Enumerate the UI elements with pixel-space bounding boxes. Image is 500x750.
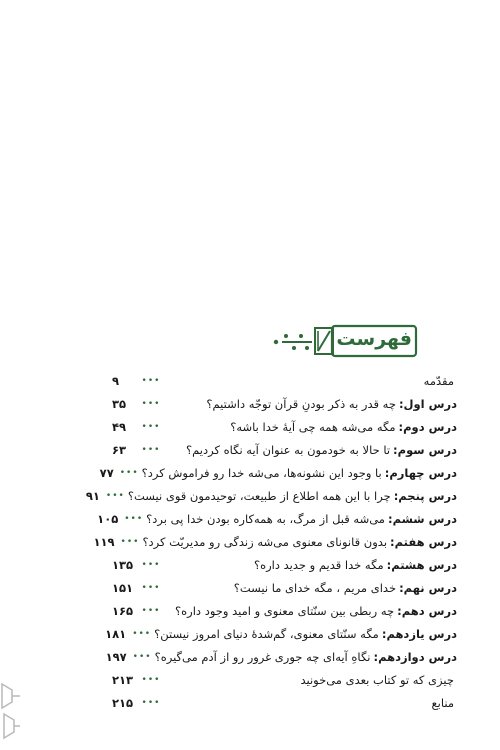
- toc-entry-title: چه ربطی بین سنّتای معنوی و امید وجود داره؟: [175, 603, 395, 618]
- toc-dot-separator: •••: [132, 651, 152, 662]
- toc-dot-separator: •••: [120, 536, 140, 547]
- toc-page-number: ۱۶۵: [112, 603, 134, 618]
- toc-dot-separator: •••: [124, 513, 144, 524]
- toc-entry-title: چه قدر به ذکر بودنِ قرآن توجّه داشتیم؟: [206, 396, 396, 411]
- toc-entry-title: نگاهِ آیه‌ای چه جوری غرور رو از آدم می‌گیره؟: [154, 649, 371, 664]
- toc-page-number: ۱۰۵: [97, 511, 119, 526]
- toc-page-number: ۱۹۷: [105, 649, 127, 664]
- toc-row[interactable]: [112, 668, 457, 691]
- toc-page-number: ۹: [112, 373, 120, 388]
- toc-entry-title: می‌شه قبل از مرگ، به همه‌کاره بودن خدا پی برد؟: [146, 511, 385, 526]
- toc-row[interactable]: [112, 599, 457, 622]
- toc-dot-separator: •••: [141, 697, 161, 708]
- toc-row[interactable]: [112, 392, 457, 415]
- toc-page-number: ۶۳: [112, 442, 127, 457]
- toc-header: [270, 322, 420, 362]
- toc-row[interactable]: [112, 691, 457, 714]
- toc-row[interactable]: [105, 622, 457, 645]
- toc-lesson-label: درس سوم:: [393, 442, 457, 457]
- toc-entry-title: بدون قانونای معنوی می‌شه زندگی رو مدیریّت کرد؟: [142, 534, 388, 549]
- toc-row[interactable]: [105, 645, 457, 668]
- toc-dot-separator: •••: [119, 467, 139, 478]
- toc-page-number: ۹۱: [85, 488, 100, 503]
- toc-entry-title: مگه خدا قدیم و جدید داره؟: [253, 557, 384, 572]
- toc-lesson-label: درس نهم:: [399, 580, 457, 595]
- toc-row[interactable]: [112, 576, 457, 599]
- toc-row[interactable]: [85, 484, 457, 507]
- toc-page-number: ۳۵: [112, 396, 127, 411]
- toc-entry-text: [165, 397, 457, 411]
- toc-dot-separator: •••: [141, 582, 161, 593]
- toc-dot-separator: •••: [141, 398, 161, 409]
- toc-dot-separator: •••: [141, 375, 161, 386]
- toc-dot-separator: •••: [141, 674, 161, 685]
- toc-row[interactable]: [112, 369, 457, 392]
- toc-entry-text: [165, 581, 457, 595]
- toc-entry-title: چیزی که تو کتاب بعدی می‌خونید: [300, 672, 454, 687]
- toc-entry-title: خدای مریم ، مگه خدای ما نیست؟: [233, 580, 397, 595]
- toc-dot-separator: •••: [141, 444, 161, 455]
- toc-entry-text: [142, 535, 457, 549]
- toc-row[interactable]: [99, 461, 457, 484]
- toc-entry-text: [165, 696, 457, 710]
- toc-page-number: ۷۷: [99, 465, 114, 480]
- toc-lesson-label: درس یازدهم:: [381, 626, 457, 641]
- toc-title: فهرست: [336, 328, 412, 350]
- toc-lesson-label: درس هشتم:: [386, 557, 457, 572]
- toc-entry-text: [165, 443, 457, 457]
- toc-page-number: ۱۵۱: [112, 580, 134, 595]
- toc-entry-text: [155, 650, 457, 664]
- publisher-logo: [0, 680, 22, 740]
- toc-dot-separator: •••: [105, 490, 125, 501]
- toc-entry-title: مگه سنّتای معنوی، گم‌شدهٔ دنیای امروز نیستن؟: [154, 626, 379, 641]
- toc-page-number: ۲۱۳: [112, 672, 134, 687]
- toc-page-number: ۴۹: [112, 419, 127, 434]
- toc-lesson-label: درس اول:: [398, 396, 457, 411]
- toc-entry-title: مگه می‌شه همه چی آیهٔ خدا باشه؟: [230, 419, 396, 434]
- toc-list: [85, 369, 457, 714]
- toc-dot-separator: •••: [141, 559, 161, 570]
- toc-page-number: ۱۸۱: [105, 626, 127, 641]
- toc-lesson-label: درس ششم:: [387, 511, 457, 526]
- toc-entry-text: [154, 627, 457, 641]
- toc-entry-title: تا حالا به خودمون به عنوان آیه نگاه کردیم؟: [186, 442, 391, 457]
- toc-page-number: ۱۳۵: [112, 557, 134, 572]
- toc-page-number: ۲۱۵: [112, 695, 134, 710]
- toc-dot-separator: •••: [132, 628, 152, 639]
- toc-row[interactable]: [97, 507, 457, 530]
- toc-row[interactable]: [112, 415, 457, 438]
- toc-entry-title: با وجود این نشونه‌ها، می‌شه خدا رو فراموش کرد؟: [141, 465, 382, 480]
- toc-lesson-label: درس پنجم:: [393, 488, 457, 503]
- toc-lesson-label: درس دوم:: [398, 419, 457, 434]
- toc-entry-text: [165, 604, 457, 618]
- toc-lesson-label: درس هفتم:: [390, 534, 457, 549]
- toc-entry-text: [128, 489, 457, 503]
- toc-lesson-label: درس چهارم:: [384, 465, 457, 480]
- toc-lesson-label: درس دوازدهم:: [373, 649, 457, 664]
- toc-lesson-label: درس دهم:: [397, 603, 457, 618]
- publisher-logo-icon: [0, 680, 22, 740]
- toc-entry-text: [165, 374, 457, 388]
- toc-entry-text: [146, 512, 457, 526]
- toc-row[interactable]: [112, 438, 457, 461]
- toc-row[interactable]: [93, 530, 457, 553]
- toc-entry-text: [142, 466, 457, 480]
- toc-dot-separator: •••: [141, 605, 161, 616]
- toc-entry-text: [165, 673, 457, 687]
- toc-dot-separator: •••: [141, 421, 161, 432]
- toc-entry-title: مقدّمه: [423, 373, 454, 388]
- toc-entry-title: چرا با این همه اطلاع از طبیعت، توحیدمون قوی نیست؟: [127, 488, 391, 503]
- toc-page-number: ۱۱۹: [93, 534, 115, 549]
- toc-entry-text: [165, 420, 457, 434]
- toc-entry-text: [165, 558, 457, 572]
- toc-row[interactable]: [112, 553, 457, 576]
- toc-entry-title: منابع: [431, 695, 454, 710]
